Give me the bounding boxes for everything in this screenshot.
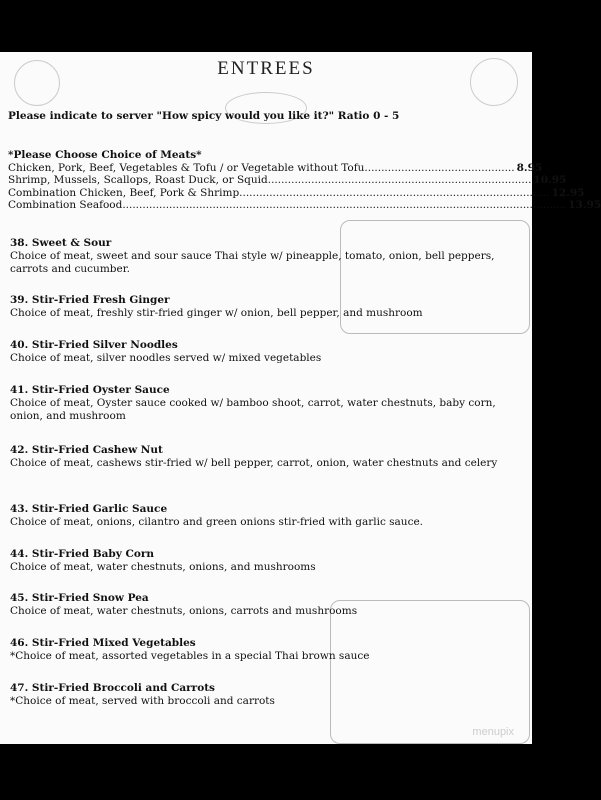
menu-item-name: 44. Stir-Fried Baby Corn — [10, 548, 155, 560]
page-title: ENTREES — [217, 58, 315, 79]
menu-item-name: 42. Stir-Fried Cashew Nut — [10, 444, 163, 456]
price-value: 10.95 — [533, 174, 567, 186]
food-illustration — [330, 600, 530, 744]
menu-item-name: 38. Sweet & Sour — [10, 237, 112, 249]
menu-item — [10, 444, 515, 470]
menu-item-name: 43. Stir-Fried Garlic Sauce — [10, 503, 168, 515]
price-row — [8, 161, 543, 175]
menu-item-description: Choice of meat, onions, cilantro and green onions stir-fried with garlic sauce. — [10, 516, 424, 528]
menu-item — [10, 548, 515, 574]
menu-item-description: Choice of meat, water chestnuts, onions, and mushrooms — [10, 561, 316, 573]
menu-item — [10, 339, 515, 365]
menu-item — [10, 294, 515, 320]
menu-item-name: 45. Stir-Fried Snow Pea — [10, 592, 149, 604]
menu-item-description: *Choice of meat, served with broccoli and carrots — [10, 695, 275, 707]
price-row — [8, 186, 585, 200]
menu-item-description: Choice of meat, freshly stir-fried ginger w/ onion, bell pepper, and mushroom — [10, 307, 423, 319]
menu-item-name: 47. Stir-Fried Broccoli and Carrots — [10, 682, 215, 694]
menu-item — [10, 384, 515, 423]
menu-item-description: Choice of meat, silver noodles served w/ mixed vegetables — [10, 352, 322, 364]
price-value: 8.95 — [516, 161, 543, 174]
spice-instruction: Please indicate to server "How spicy would you like it?" Ratio 0 - 5 — [8, 110, 400, 122]
price-value: 12.95 — [551, 186, 585, 199]
meat-price-list — [8, 149, 601, 212]
menu-item-description: Choice of meat, water chestnuts, onions, carrots and mushrooms — [10, 605, 358, 617]
watermark: menupix — [472, 726, 514, 738]
menu-item-name: 39. Stir-Fried Fresh Ginger — [10, 294, 170, 306]
menu-page — [0, 52, 601, 744]
price-row-label: Combination Chicken, Beef, Pork & Shrimp............................................................................................. — [8, 186, 550, 199]
price-row-label: Shrimp, Mussels, Scallops, Roast Duck, or Squid............................................................................... — [8, 174, 532, 186]
menu-item-description: Choice of meat, sweet and sour sauce Thai style w/ pineapple, tomato, onion, bell peppers, carrots and cucumber. — [10, 250, 495, 275]
menu-item — [10, 592, 515, 618]
menu-item-name: 46. Stir-Fried Mixed Vegetables — [10, 637, 196, 649]
price-row — [8, 174, 567, 187]
price-row — [8, 199, 601, 212]
menu-item — [10, 503, 515, 529]
menu-item-description: *Choice of meat, assorted vegetables in a special Thai brown sauce — [10, 650, 370, 662]
menu-item-name: 41. Stir-Fried Oyster Sauce — [10, 384, 170, 396]
meat-choice-header: *Please Choose Choice of Meats* — [8, 149, 202, 161]
menu-item — [10, 237, 515, 276]
price-value: 13.95 — [568, 199, 601, 211]
menu-item-description: Choice of meat, Oyster sauce cooked w/ bamboo shoot, carrot, water chestnuts, baby corn, onion, and mushroom — [10, 397, 496, 422]
menu-item-description: Choice of meat, cashews stir-fried w/ bell pepper, carrot, onion, water chestnuts and celery — [10, 457, 498, 469]
menu-item — [10, 682, 515, 708]
price-row-label: Chicken, Pork, Beef, Vegetables & Tofu / or Vegetable without Tofu............................................. — [8, 161, 515, 174]
menu-item-name: 40. Stir-Fried Silver Noodles — [10, 339, 178, 351]
menu-item — [10, 637, 515, 663]
price-row-label: Combination Seafood..................................................................................................................................... — [8, 199, 567, 211]
